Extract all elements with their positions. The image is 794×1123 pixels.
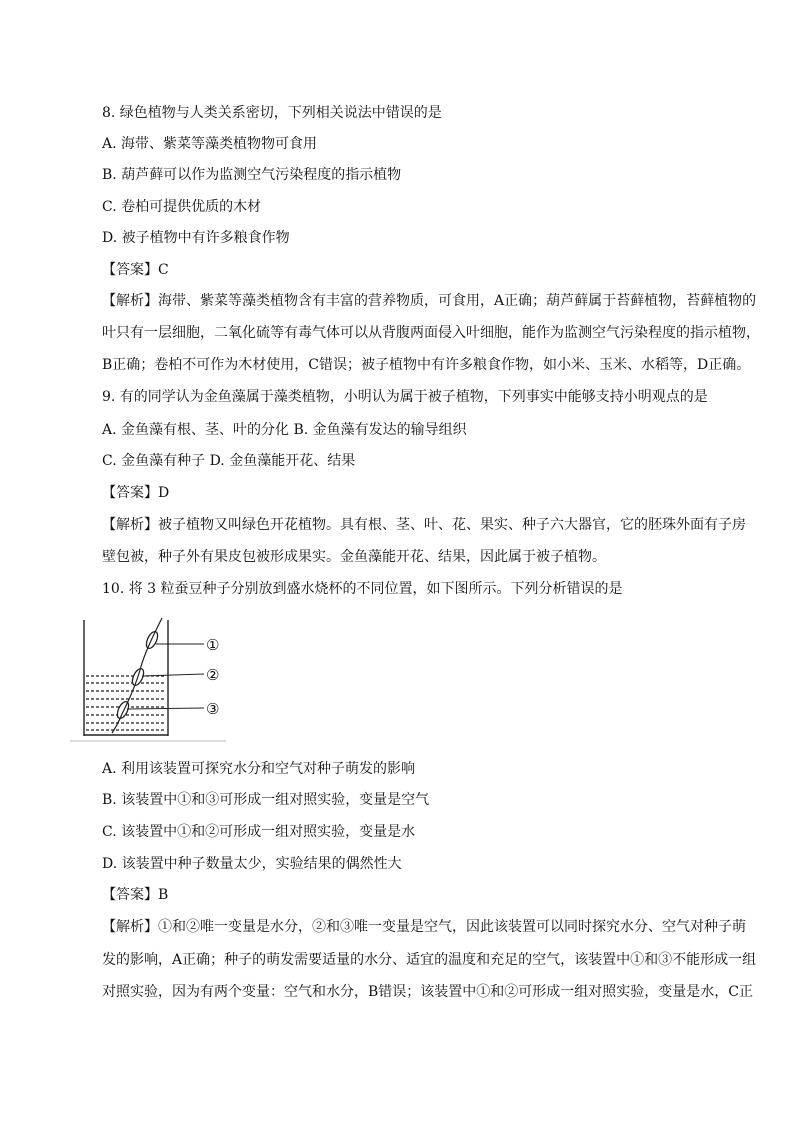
- q10-option-c: C. 该装置中①和②可形成一组对照实验，变量是水: [102, 824, 416, 840]
- q10-answer: 【答案】B: [102, 887, 169, 903]
- q10-analysis-line-1: 【解析】①和②唯一变量是水分，②和③唯一变量是空气，因此该装置可以同时探究水分、空气对种子萌: [102, 919, 746, 935]
- q8-option-d: D. 被子植物中有许多粮食作物: [102, 230, 290, 246]
- q8-option-c: C. 卷柏可提供优质的木材: [102, 199, 262, 215]
- q10-analysis-line-2: 发的影响，A正确；种子的萌发需要适量的水分、适宜的温度和充足的空气，该装置中①和③不能形成一组: [102, 952, 757, 968]
- figure-label-1: ①: [206, 636, 220, 654]
- q8-analysis-line-1: 【解析】海带、紫菜等藻类植物含有丰富的营养物质，可食用，A正确；葫芦藓属于苔藓植物，苔藓植物的: [102, 293, 757, 309]
- q8-stem: 8. 绿色植物与人类关系密切，下列相关说法中错误的是: [102, 105, 442, 121]
- q10-option-a: A. 利用该装置可探究水分和空气对种子萌发的影响: [102, 761, 416, 777]
- q9-options-ab: A. 金鱼藻有根、茎、叶的分化 B. 金鱼藻有发达的输导组织: [102, 422, 467, 438]
- seed-3: [115, 700, 131, 720]
- q9-options-cd: C. 金鱼藻有种子 D. 金鱼藻能开花、结果: [102, 453, 356, 469]
- q8-answer: 【答案】C: [102, 262, 169, 278]
- q8-analysis-line-3: B正确；卷柏不可作为木材使用，C错误；被子植物中有许多粮食作物，如小米、玉米、水稻等，D正确。: [102, 357, 751, 373]
- q9-stem: 9. 有的同学认为金鱼藻属于藻类植物，小明认为属于被子植物，下列事实中能够支持小明观点的是: [102, 389, 708, 405]
- q10-option-d: D. 该装置中种子数量太少，实验结果的偶然性大: [102, 856, 402, 872]
- q8-option-b: B. 葫芦藓可以作为监测空气污染程度的指示植物: [102, 167, 402, 183]
- pointer-line-2: [142, 674, 204, 676]
- figure-label-3: ③: [206, 700, 220, 718]
- q9-analysis-line-1: 【解析】被子植物又叫绿色开花植物。具有根、茎、叶、花、果实、种子六大器官，它的胚珠外面有子房: [102, 517, 746, 533]
- figure-label-2: ②: [206, 666, 220, 684]
- q9-answer: 【答案】D: [102, 485, 170, 501]
- q10-stem: 10. 将 3 粒蚕豆种子分别放到盛水烧杯的不同位置，如下图所示。下列分析错误的是: [102, 581, 623, 597]
- q8-option-a: A. 海带、紫菜等藻类植物物可食用: [102, 136, 318, 152]
- beaker-seed-figure: [70, 614, 240, 744]
- q9-analysis-line-2: 壁包被，种子外有果皮包被形成果实。金鱼藻能开花、结果，因此属于被子植物。: [102, 549, 606, 565]
- q10-option-b: B. 该装置中①和③可形成一组对照实验，变量是空气: [102, 792, 430, 808]
- pointer-line-3: [127, 708, 204, 709]
- q10-analysis-line-3: 对照实验，因为有两个变量：空气和水分，B错误；该装置中①和②可形成一组对照实验，变量是水，C正: [102, 984, 753, 1000]
- q8-analysis-line-2: 叶只有一层细胞，二氧化硫等有毒气体可以从背腹两面侵入叶细胞，能作为监测空气污染程度的指示植物，: [102, 325, 760, 341]
